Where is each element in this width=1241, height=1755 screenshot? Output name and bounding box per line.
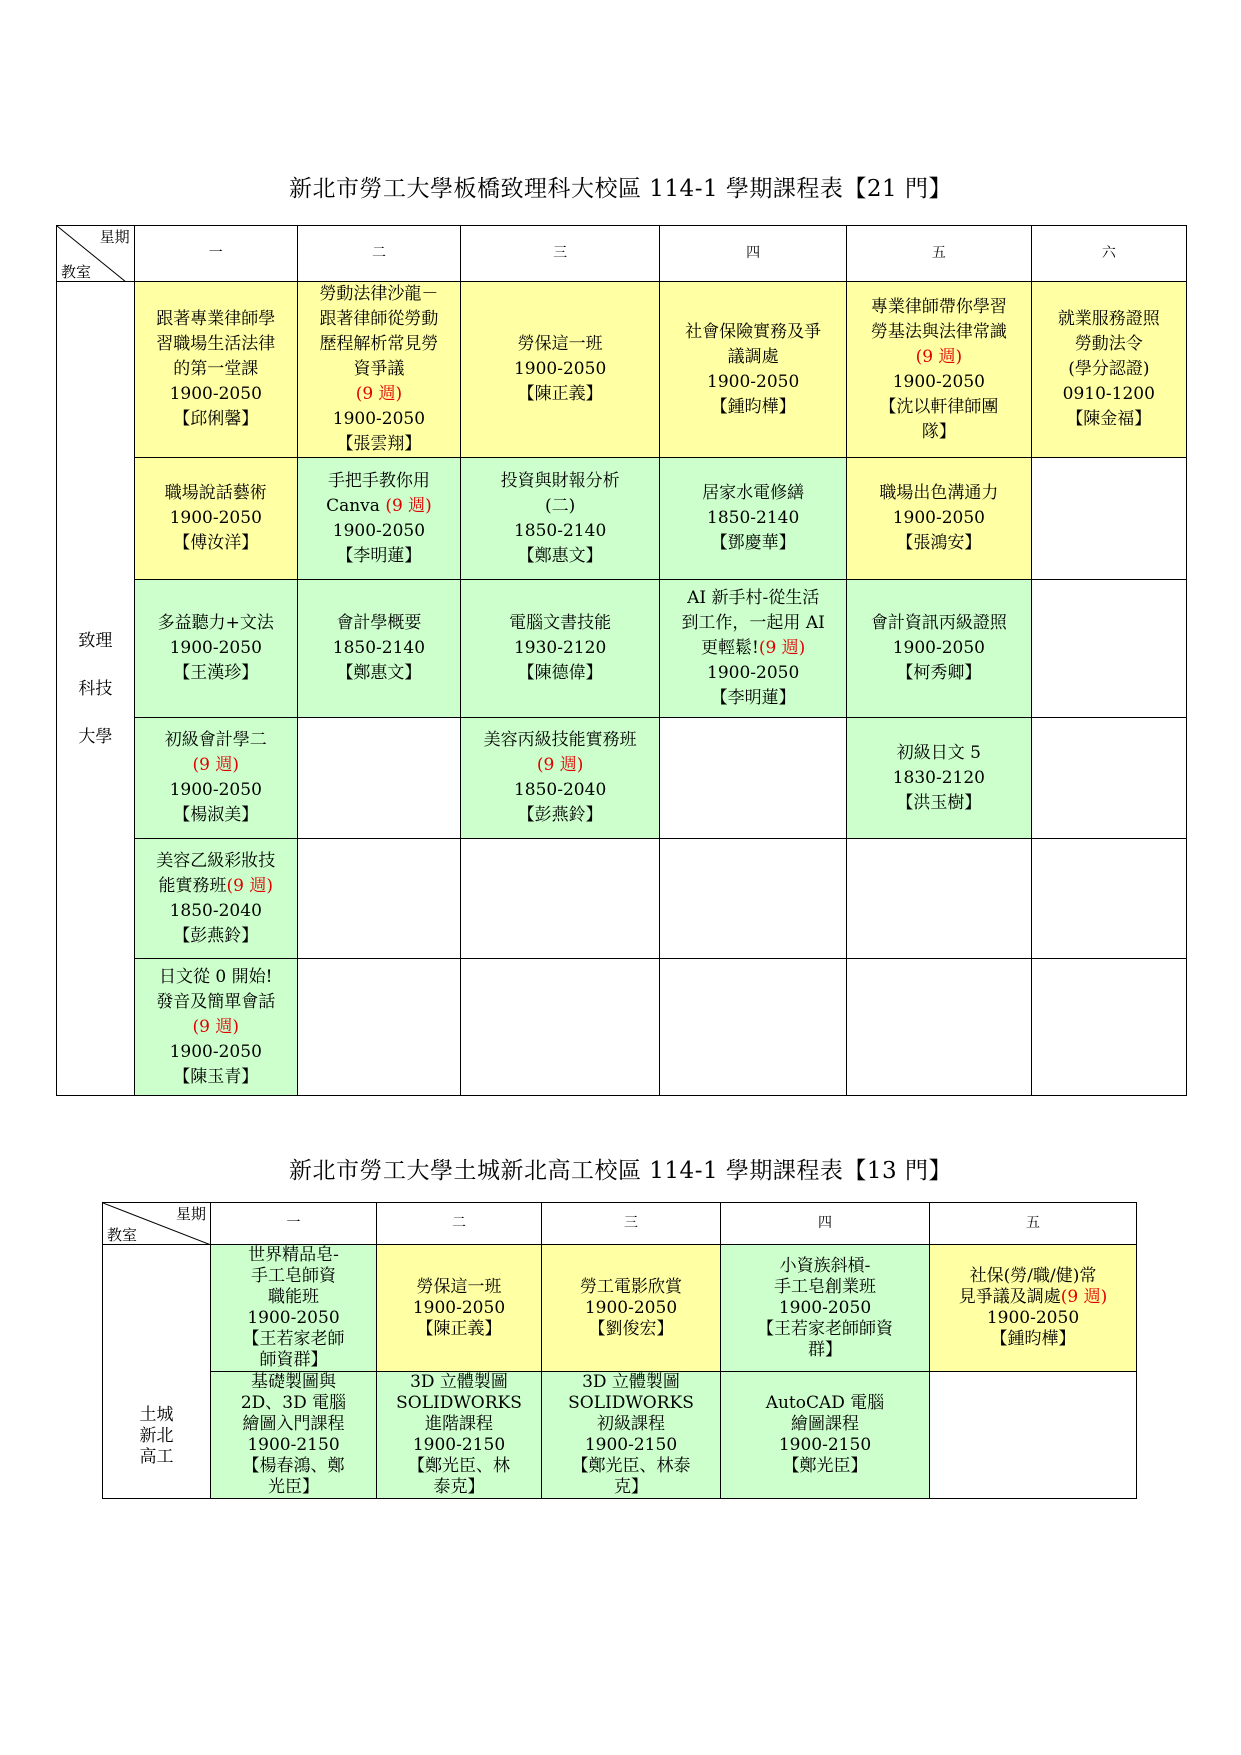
room-line: 科技: [78, 678, 113, 699]
course-line: (9 週): [192, 755, 239, 775]
schedule-title-tucheng: 新北市勞工大學土城新北高工校區 114-1 學期課程表【13 門】: [288, 1158, 952, 1184]
course-line: 【鄭光臣】: [782, 1456, 868, 1476]
course-line: 【鄭光臣、林泰: [571, 1456, 691, 1476]
course-line: 【王若家老師師資: [757, 1318, 893, 1339]
course-weeks-note: (9 週): [226, 875, 273, 896]
course-line: 1900-2050: [513, 359, 607, 379]
course-cell: [930, 1245, 1137, 1372]
course-line: [660, 636, 846, 661]
course-line: 手把手教你用: [327, 470, 430, 491]
course-line: (9 週): [355, 384, 403, 404]
course-line: 0910-1200: [1062, 384, 1155, 404]
course-cell: [461, 458, 660, 580]
course-cell: [461, 839, 660, 959]
course-line: 【鍾昀樺】: [710, 396, 796, 417]
course-line: 1900-2050: [247, 1308, 340, 1328]
course-line: 1900-2150: [778, 1435, 872, 1455]
course-line: 初級會計學二: [164, 730, 267, 750]
course-line: 【陳正義】: [517, 384, 603, 404]
course-row: [57, 839, 1187, 959]
course-line: (9 週): [536, 755, 584, 775]
course-cell: [211, 1372, 377, 1499]
course-line: 繪圖入門課程: [242, 1414, 345, 1434]
course-cell: [297, 458, 460, 580]
course-line: 多益聽力+文法: [157, 613, 274, 633]
course-line-part: 更輕鬆!: [700, 638, 759, 658]
course-line: (9 週): [915, 346, 963, 367]
course-line: 勞工電影欣賞: [580, 1276, 682, 1297]
course-line: 歷程解析常見勞: [319, 334, 439, 354]
course-line: 就業服務證照: [1057, 309, 1160, 329]
course-cell: [542, 1372, 721, 1499]
course-cell: [461, 282, 660, 458]
course-line: 【劉俊宏】: [588, 1318, 674, 1339]
course-line: 【李明蓮】: [336, 545, 422, 566]
course-line: 1900-2150: [584, 1435, 678, 1455]
day-header-mon: 一: [211, 1203, 377, 1245]
course-line: 1900-2050: [169, 1041, 262, 1062]
course-line: 的第一堂課: [173, 359, 259, 379]
corner-header-cell: [103, 1203, 211, 1245]
course-line: 1900-2050: [412, 1297, 506, 1318]
course-line: 基礎製圖與: [251, 1372, 336, 1392]
course-line-part: 能實務班: [158, 875, 227, 896]
course-line: 【張雲翔】: [336, 434, 422, 454]
course-line: 泰克】: [433, 1477, 485, 1497]
course-line: 職場出色溝通力: [879, 483, 999, 503]
course-line: 職能班: [268, 1287, 319, 1307]
room-axis-label: 教室: [107, 1226, 138, 1244]
course-line: 2D、3D 電腦: [240, 1393, 347, 1413]
course-line: 1900-2050: [169, 508, 262, 528]
course-line: 跟著專業律師學: [156, 309, 276, 329]
course-line: 1900-2050: [169, 780, 262, 800]
course-line: 【楊淑美】: [173, 805, 259, 825]
course-line: 【陳正義】: [416, 1318, 502, 1339]
course-cell: [660, 282, 847, 458]
course-cell: [1031, 839, 1186, 959]
course-line: 【柯秀卿】: [896, 663, 982, 683]
course-line: 跟著律師從勞動: [319, 309, 439, 329]
course-line: 【鄭惠文】: [336, 663, 422, 683]
corner-header-cell: [57, 226, 135, 282]
day-header-thu: 四: [721, 1203, 930, 1245]
course-line: 電腦文書技能: [509, 613, 612, 633]
day-header-mon: 一: [134, 226, 297, 282]
course-line: 【彭燕鈴】: [173, 925, 259, 946]
course-line: 1850-2140: [707, 508, 800, 528]
weekday-axis-label: 星期: [175, 1205, 206, 1223]
course-line: 光臣】: [268, 1477, 319, 1497]
course-line: 【王若家老師: [242, 1329, 345, 1349]
course-line: 3D 立體製圖: [582, 1372, 680, 1392]
course-line: 【傅汝洋】: [173, 533, 259, 553]
course-line: 美容丙級技能實務班: [483, 730, 637, 750]
course-cell: [377, 1245, 542, 1372]
course-line: [930, 1287, 1136, 1308]
course-line: 1850-2040: [169, 900, 262, 921]
course-cell: [660, 718, 847, 839]
course-cell: [134, 839, 297, 959]
course-line: 1900-2150: [412, 1435, 506, 1455]
course-line: 1900-2050: [707, 663, 800, 683]
course-cell: [660, 580, 847, 718]
course-line: 1930-2120: [513, 638, 607, 658]
course-weeks-note: (9 週): [758, 638, 806, 658]
course-cell: [660, 458, 847, 580]
course-line: 1850-2140: [513, 520, 607, 541]
course-cell: [211, 1245, 377, 1372]
course-cell: [660, 959, 847, 1096]
course-line: 1900-2050: [892, 371, 985, 392]
course-cell: [134, 718, 297, 839]
day-header-tue: 二: [377, 1203, 542, 1245]
course-line: 1900-2050: [986, 1308, 1080, 1328]
schedule-table-tucheng: [102, 1202, 1137, 1499]
course-line: 社會保險實務及爭: [685, 321, 822, 342]
course-cell: [542, 1245, 721, 1372]
course-line: 群】: [808, 1339, 842, 1360]
course-line: 到工作，一起用 AI: [681, 613, 825, 633]
course-cell: [377, 1372, 542, 1499]
course-line: 1900-2050: [332, 520, 426, 541]
course-line: 勞基法與法律常識: [870, 321, 1007, 342]
course-line: 小資族斜槓-: [779, 1255, 871, 1276]
course-line: 專業律師帶你學習: [870, 296, 1007, 317]
course-line: 投資與財報分析: [500, 470, 620, 491]
day-header-fri: 五: [847, 226, 1032, 282]
course-line: 習職場生活法律: [156, 334, 276, 354]
course-row: [57, 959, 1187, 1096]
course-line: 勞動法律沙龍－: [319, 284, 439, 304]
course-cell: [297, 282, 460, 458]
course-line: 【陳德偉】: [517, 663, 603, 683]
course-line: 日文從 0 開始!: [159, 966, 273, 987]
course-cell: [134, 458, 297, 580]
course-line: 職場說話藝術: [164, 483, 267, 503]
course-line: 議調處: [727, 346, 779, 367]
course-cell: [297, 718, 460, 839]
course-row: [103, 1245, 1137, 1372]
course-line: 初級課程: [597, 1414, 665, 1434]
course-line: 【陳玉青】: [173, 1066, 259, 1087]
course-cell: [461, 580, 660, 718]
course-line: 【彭燕鈴】: [517, 805, 603, 825]
course-line: 師資群】: [259, 1350, 328, 1370]
day-header-sat: 六: [1031, 226, 1186, 282]
course-weeks-note: (9 週): [385, 495, 432, 516]
day-header-wed: 三: [542, 1203, 721, 1245]
room-axis-label: 教室: [61, 263, 92, 281]
course-cell: [847, 839, 1032, 959]
course-cell: [847, 282, 1032, 458]
schedule-title-banqiao: 新北市勞工大學板橋致理科大校區 114-1 學期課程表【21 門】: [288, 176, 952, 202]
header-row: [103, 1203, 1137, 1245]
course-line: 【沈以軒律師團: [879, 396, 999, 417]
day-header-thu: 四: [660, 226, 847, 282]
course-line: 繪圖課程: [791, 1414, 859, 1434]
course-cell: [297, 580, 460, 718]
course-cell: [461, 718, 660, 839]
room-line: 致理: [78, 630, 113, 651]
course-cell: [847, 458, 1032, 580]
course-cell: [721, 1372, 930, 1499]
room-cell: [103, 1245, 211, 1499]
course-row: [103, 1372, 1137, 1499]
course-line: 隊】: [921, 421, 956, 442]
course-line: 1900-2050: [707, 371, 800, 392]
header-row: [57, 226, 1187, 282]
course-line: AI 新手村-從生活: [687, 588, 820, 608]
course-line: 3D 立體製圖: [410, 1372, 508, 1392]
room-line: 大學: [78, 726, 113, 747]
course-line: 【王漢珍】: [173, 663, 259, 683]
course-line-part: 見爭議及調處: [958, 1287, 1061, 1307]
course-cell: [1031, 282, 1186, 458]
course-line: AutoCAD 電腦: [765, 1393, 885, 1413]
course-row: [57, 458, 1187, 580]
course-line: 克】: [614, 1477, 648, 1497]
day-header-fri: 五: [930, 1203, 1137, 1245]
course-line: 會計資訊丙級證照: [870, 613, 1007, 633]
course-line: 【鄭惠文】: [517, 545, 603, 566]
course-line: 居家水電修繕: [702, 483, 805, 503]
course-line: [135, 874, 297, 899]
course-cell: [134, 959, 297, 1096]
course-line: 1900-2150: [247, 1435, 340, 1455]
course-cell: [134, 580, 297, 718]
course-line: 【邱俐馨】: [173, 409, 259, 429]
schedule-table-banqiao: [56, 225, 1187, 1096]
course-line: 進階課程: [425, 1414, 493, 1434]
course-line: 【李明蓮】: [710, 688, 796, 708]
course-cell: [1031, 718, 1186, 839]
course-line: 【陳金福】: [1066, 409, 1152, 429]
course-line: 世界精品皂-: [248, 1245, 339, 1265]
course-line: 手工皂師資: [251, 1266, 336, 1286]
course-line: 勞動法令: [1074, 334, 1143, 354]
course-line: (學分認證): [1068, 359, 1150, 379]
course-line: 手工皂創業班: [774, 1276, 876, 1297]
course-line: 1850-2140: [332, 638, 426, 658]
course-cell: [297, 839, 460, 959]
course-cell: [930, 1372, 1137, 1499]
course-line: (二): [545, 495, 576, 516]
course-line: 【張鴻安】: [896, 533, 982, 553]
room-line: 高工: [139, 1447, 174, 1467]
course-line: (9 週): [192, 1016, 239, 1037]
course-line: SOLIDWORKS: [396, 1393, 522, 1413]
course-line: 初級日文 5: [896, 742, 981, 763]
course-cell: [461, 959, 660, 1096]
course-line: 1900-2050: [892, 508, 985, 528]
course-line: 會計學概要: [336, 613, 422, 633]
course-cell: [847, 959, 1032, 1096]
course-line: 【鄭光臣、林: [408, 1456, 510, 1476]
course-cell: [1031, 458, 1186, 580]
course-cell: [660, 839, 847, 959]
course-line: 1900-2050: [169, 638, 262, 658]
course-line-part: Canva: [326, 495, 386, 516]
course-line: 勞保這一班: [416, 1276, 502, 1297]
course-row: [57, 718, 1187, 839]
room-line: 土城: [139, 1405, 174, 1425]
course-line: 1900-2050: [778, 1297, 872, 1318]
course-row: [57, 282, 1187, 458]
course-line: 1900-2050: [892, 638, 985, 658]
weekday-axis-label: 星期: [99, 228, 130, 246]
course-cell: [134, 282, 297, 458]
course-line: 勞保這一班: [517, 334, 603, 354]
course-cell: [721, 1245, 930, 1372]
course-line: 1900-2050: [332, 409, 426, 429]
course-line: 資爭議: [353, 359, 405, 379]
course-line: 1900-2050: [169, 384, 262, 404]
course-line: 【鄧慶華】: [710, 533, 796, 553]
course-line: 1830-2120: [892, 767, 985, 788]
course-line: 1850-2040: [513, 780, 607, 800]
course-cell: [847, 718, 1032, 839]
course-line: 發音及簡單會話: [156, 991, 276, 1012]
course-line: 美容乙級彩妝技: [156, 850, 276, 871]
course-line: SOLIDWORKS: [568, 1393, 694, 1413]
course-cell: [847, 580, 1032, 718]
course-line: 【楊春鴻、鄭: [242, 1456, 345, 1476]
room-cell: [57, 282, 135, 1096]
course-weeks-note: (9 週): [1060, 1287, 1108, 1307]
course-line: 【洪玉樹】: [896, 792, 982, 813]
course-line: [298, 494, 460, 519]
course-line: 【鍾昀樺】: [990, 1329, 1076, 1349]
course-cell: [297, 959, 460, 1096]
day-header-wed: 三: [461, 226, 660, 282]
course-row: [57, 580, 1187, 718]
course-cell: [1031, 959, 1186, 1096]
course-line: 1900-2050: [584, 1297, 678, 1318]
course-line: 社保(勞/職/健)常: [969, 1266, 1097, 1286]
day-header-tue: 二: [297, 226, 460, 282]
room-line: 新北: [139, 1426, 174, 1446]
course-cell: [1031, 580, 1186, 718]
